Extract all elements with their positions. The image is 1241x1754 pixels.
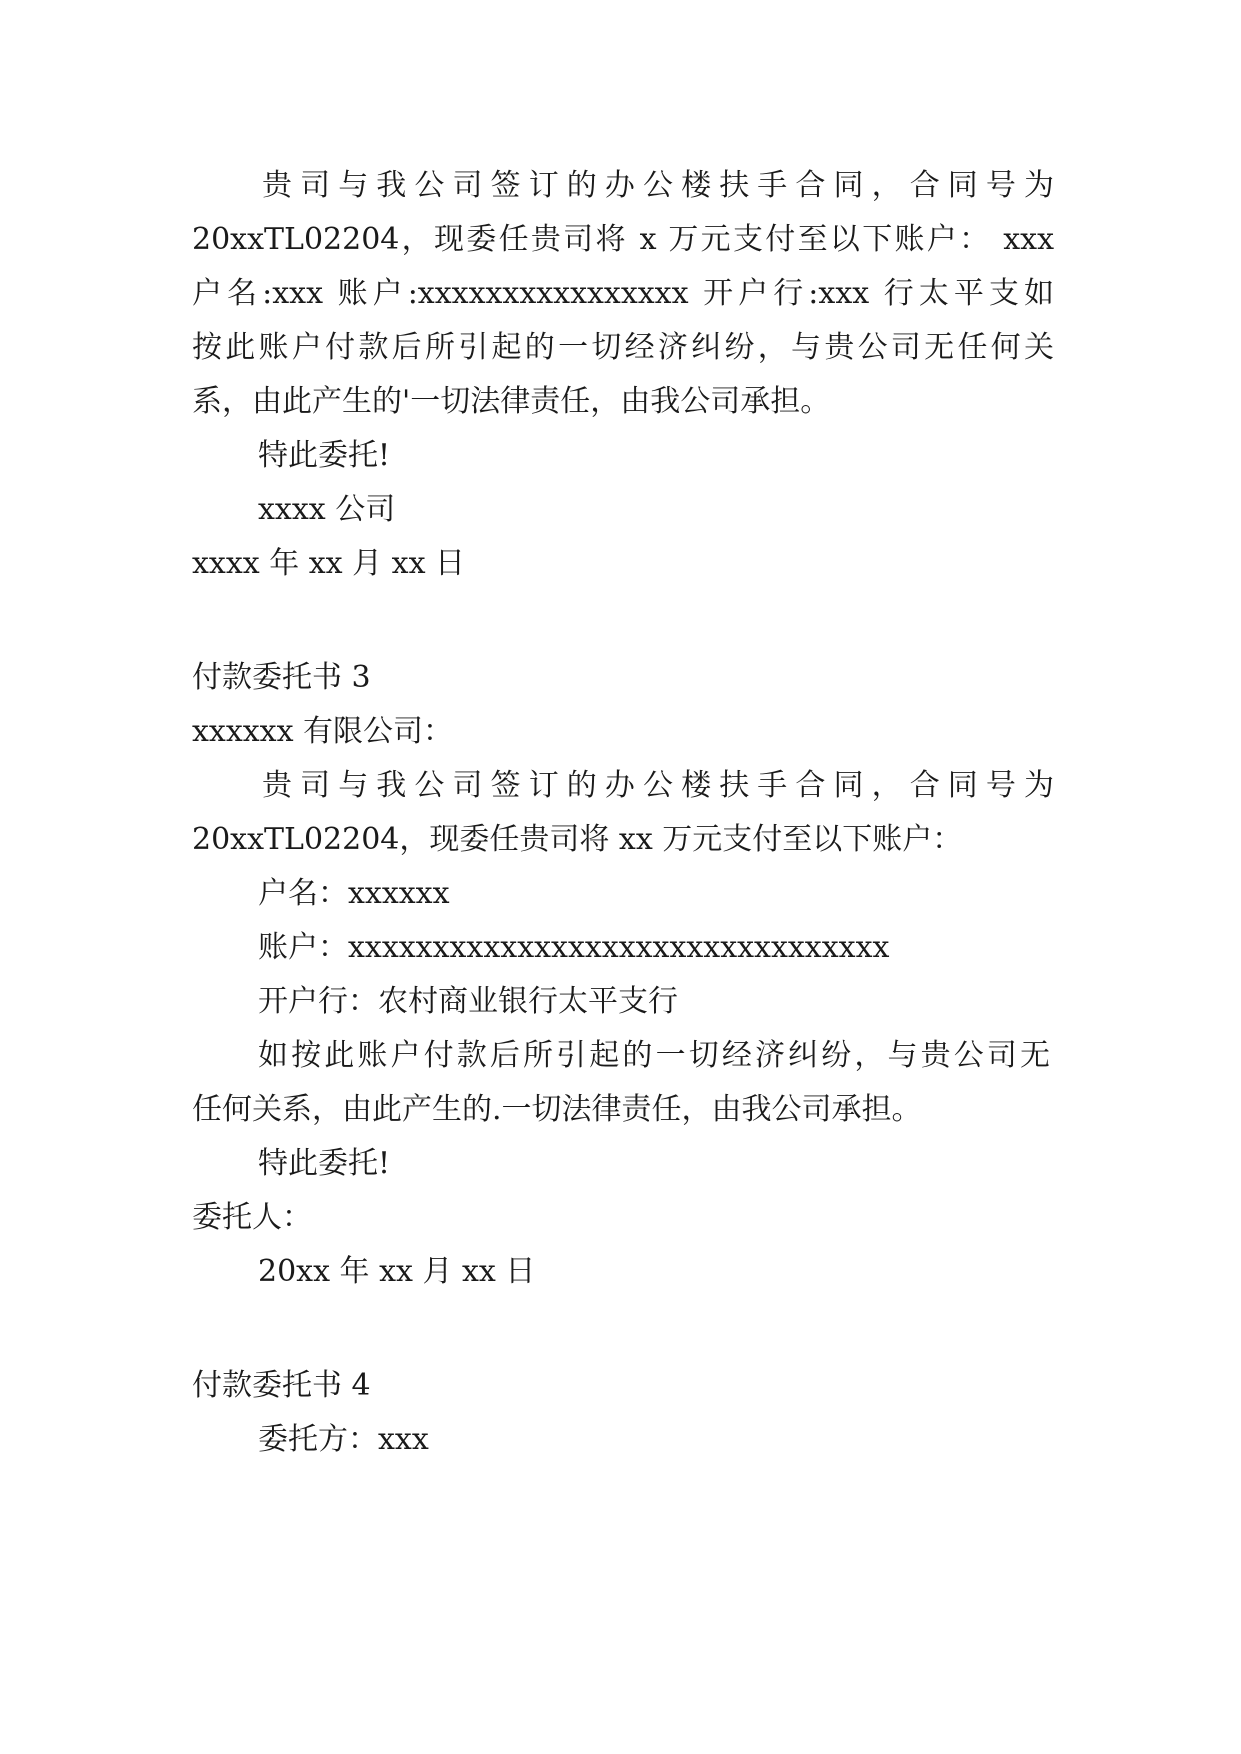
paragraph-line: 贵司与我公司签订的办公楼扶手合同，合同号为 xyxy=(262,768,1054,803)
account-name: 户名：xxxxxx xyxy=(258,876,450,911)
paragraph-line: 按此账户付款后所引起的一切经济纠纷，与贵公司无任何关 xyxy=(192,330,1054,365)
paragraph-line: 任何关系，由此产生的.一切法律责任，由我公司承担。 xyxy=(192,1092,922,1127)
closing-text: 特此委托! xyxy=(258,1146,391,1181)
principal-label: 委托方：xxx xyxy=(258,1422,429,1457)
paragraph-line: 20xxTL02204，现委任贵司将 x 万元支付至以下账户： xxx xyxy=(192,222,1054,257)
paragraph-line: 户名:xxx 账户:xxxxxxxxxxxxxxxx 开户行:xxx 行太平支如 xyxy=(192,276,1054,311)
paragraph-line: 20xxTL02204，现委任贵司将 xx 万元支付至以下账户： xyxy=(192,822,963,857)
principal-label: 委托人： xyxy=(192,1200,312,1235)
date-line: xxxx 年 xx 月 xx 日 xyxy=(192,546,466,581)
date-line: 20xx 年 xx 月 xx 日 xyxy=(258,1254,536,1289)
paragraph-line: 贵司与我公司签订的办公楼扶手合同，合同号为 xyxy=(262,168,1054,203)
section-heading: 付款委托书 4 xyxy=(192,1368,371,1403)
addressee: xxxxxx 有限公司： xyxy=(192,714,454,749)
section-heading: 付款委托书 3 xyxy=(192,660,371,695)
paragraph-line: 系，由此产生的'一切法律责任，由我公司承担。 xyxy=(192,384,831,419)
account-number: 账户：xxxxxxxxxxxxxxxxxxxxxxxxxxxxxxxx xyxy=(258,930,890,965)
bank-name: 开户行：农村商业银行太平支行 xyxy=(258,984,678,1019)
signatory-company: xxxx 公司 xyxy=(258,492,396,527)
closing-text: 特此委托! xyxy=(258,438,391,473)
paragraph-line: 如按此账户付款后所引起的一切经济纠纷，与贵公司无 xyxy=(258,1038,1050,1073)
